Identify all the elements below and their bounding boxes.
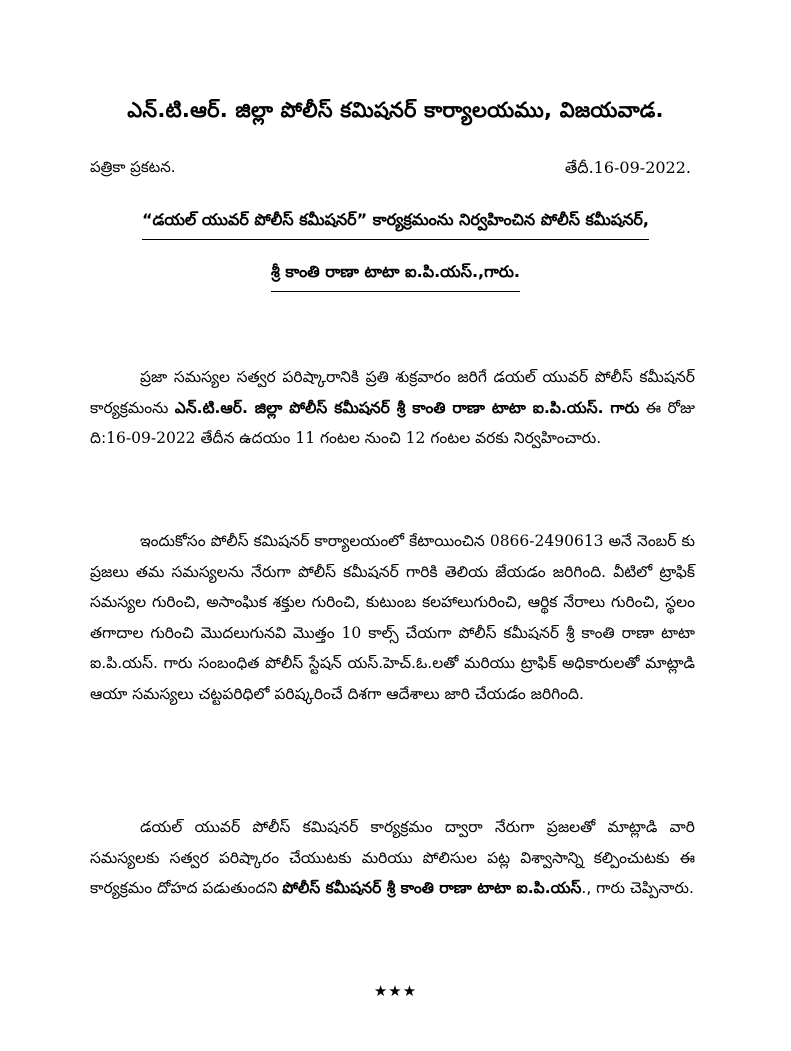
- para2-text-3: కాల్స్ చేయగా పోలీస్ కమీషనర్ శ్రీ కాంతి రాణా టాటా ఐ.పి.యస్. గారు సంబంధిత పోలీస్ స్టేషన్ యస్.హెచ్.ఓ.లతో మరియు ట్రాఫిక్ అధికారులతో మాట్లాడి ఆయా సమస్యలు చట్టపరిధిలో పరిష్కరించే దిశగా ఆదేశాలు జారి చేయడం జరిగింది.: [90, 623, 695, 703]
- subheading-line-2-text: శ్రీ కాంతి రాణా టాటా ఐ.పి.యస్.,గారు.: [271, 262, 520, 292]
- release-date: తేదీ.16-09-2022.: [564, 158, 691, 177]
- paragraph-2: [90, 526, 695, 709]
- office-heading: ఎన్.టి.ఆర్. జిల్లా పోలీస్ కమిషనర్ కార్యాలయము, విజయవాడ.: [127, 98, 664, 122]
- press-release-label: పత్రికా ప్రకటన.: [90, 158, 176, 176]
- paragraph-1: [90, 362, 695, 454]
- para1-text-2: ఈ రోజు ది:: [90, 398, 695, 447]
- para1-text-4: గంటల నుంచి: [315, 429, 406, 447]
- para2-phone-number: 0866-2490613: [489, 532, 604, 550]
- para1-bold-commissioner: ఎన్.టి.ఆర్. జిల్లా పోలీస్ కమీషనర్ శ్రీ కాంతి రాణా టాటా ఐ.పి.యస్. గారు: [174, 398, 640, 417]
- para3-text-1: డయల్ యువర్ పోలీస్ కమిషనర్ కార్యక్రమం ద్వారా నేరుగా ప్రజలతో మాట్లాడి వారి సమస్యలకు సత్వర పరిష్కారం చేయుటకు మరియు పోలిసుల పట్ల విశ్వాసాన్ని కల్పించుటకు ఈ కార్యక్రమం దోహద పడుతుందని: [90, 818, 695, 897]
- end-stars-mark: ★★★: [373, 982, 418, 1000]
- para3-text-2: ., గారు చెప్పినారు.: [581, 879, 694, 897]
- para1-text-3: తేదీన ఉదయం: [195, 429, 296, 447]
- para1-date: 16-09-2022: [106, 429, 196, 447]
- para1-start-hour: 11: [295, 429, 316, 447]
- para2-call-count: 10: [341, 623, 362, 642]
- meta-row: [90, 158, 691, 181]
- para2-text-2: అనే నెంబర్ కు ప్రజలు తమ సమస్యలను నేరుగా పోలీస్ కమీషనర్ గారికి తెలియ జేయడం జరిగింది. వీటిలో ట్రాఫిక్ సమస్యల గురించి, అసాంఘిక శక్తుల గురించి, కుటుంబ కలహాలుగురించి, ఆర్థిక నేరాలు గురించి, స్థలం తగాదాల గురించి మొదలుగునవి మొత్తం: [90, 532, 695, 642]
- paragraph-3: [90, 812, 695, 904]
- subheading-line-1: [0, 210, 791, 240]
- subheading-line-1-text: “డయల్ యువర్ పోలీస్ కమీషనర్” కార్యక్రమంను నిర్వహించిన పోలీస్ కమీషనర్,: [142, 210, 649, 240]
- subheading-line-2: [0, 262, 791, 292]
- para1-text-1: ప్రజా సమస్యల సత్వర పరిష్కారానికి ప్రతి శుక్రవారం జరిగే డయల్ యువర్ పోలీస్ కమీషనర్ కార్యక్రమంను: [90, 368, 695, 417]
- para3-bold-commissioner: పోలీస్ కమీషనర్ శ్రీ కాంతి రాణా టాటా ఐ.పి.యస్: [282, 879, 582, 897]
- para1-text-5: గంటల వరకు నిర్వహించారు.: [425, 429, 602, 447]
- para1-end-hour: 12: [405, 429, 426, 447]
- para2-text-1: ఇందుకోసం పోలీస్ కమిషనర్ కార్యాలయంలో కేటాయించిన: [140, 532, 490, 550]
